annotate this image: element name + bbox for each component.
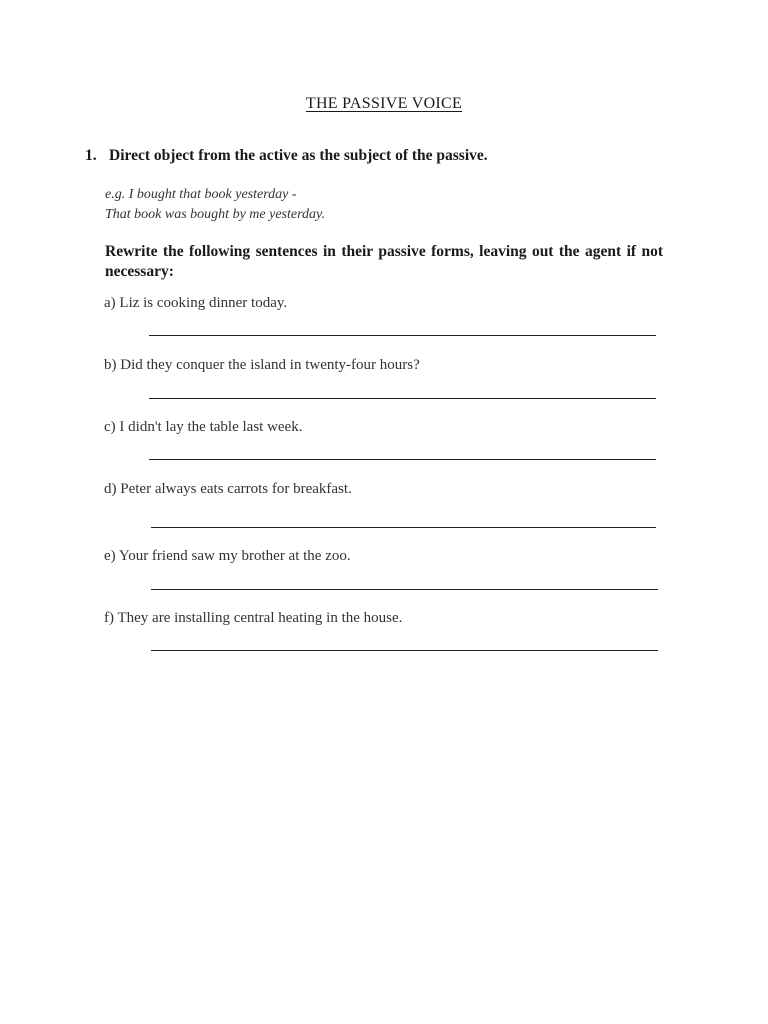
exercise-sentence: Did they conquer the island in twenty-four hours? [120,357,420,373]
exercise-sentence: Liz is cooking dinner today. [119,295,288,311]
exercise-item-a [104,295,287,312]
exercise-item-e [104,548,351,565]
exercise-label: f) [104,610,114,626]
answer-line-e[interactable] [151,589,658,590]
exercise-sentence: I didn't lay the table last week. [119,419,303,435]
exercise-item-f [104,610,402,627]
exercise-label: e) [104,548,116,564]
answer-line-b[interactable] [149,398,656,399]
exercise-label: c) [104,419,116,435]
exercise-sentence: Peter always eats carrots for breakfast. [120,481,352,497]
exercise-label: d) [104,481,117,497]
page-title: THE PASSIVE VOICE [305,95,463,112]
answer-line-d[interactable] [151,527,656,528]
exercise-item-b [104,357,420,374]
exercise-sentence: Your friend saw my brother at the zoo. [118,548,351,564]
section-number: 1. [85,147,97,164]
section-heading-text: Direct object from the active as the subject of the passive. [109,147,488,164]
answer-line-c[interactable] [149,459,656,460]
example-block [105,185,325,225]
answer-line-f[interactable] [151,650,658,651]
exercise-sentence: They are installing central heating in the house. [117,610,403,626]
example-passive-sentence: That book was bought by me yesterday. [105,207,325,222]
instructions: Rewrite the following sentences in their passive forms, leaving out the agent if not necessary: [105,243,663,280]
exercise-item-c [104,419,302,436]
answer-line-a[interactable] [149,335,656,336]
exercise-item-d [104,481,352,498]
section-heading [85,147,488,165]
exercise-label: b) [104,357,117,373]
example-active-sentence: e.g. I bought that book yesterday - [105,187,297,202]
exercise-label: a) [104,295,116,311]
